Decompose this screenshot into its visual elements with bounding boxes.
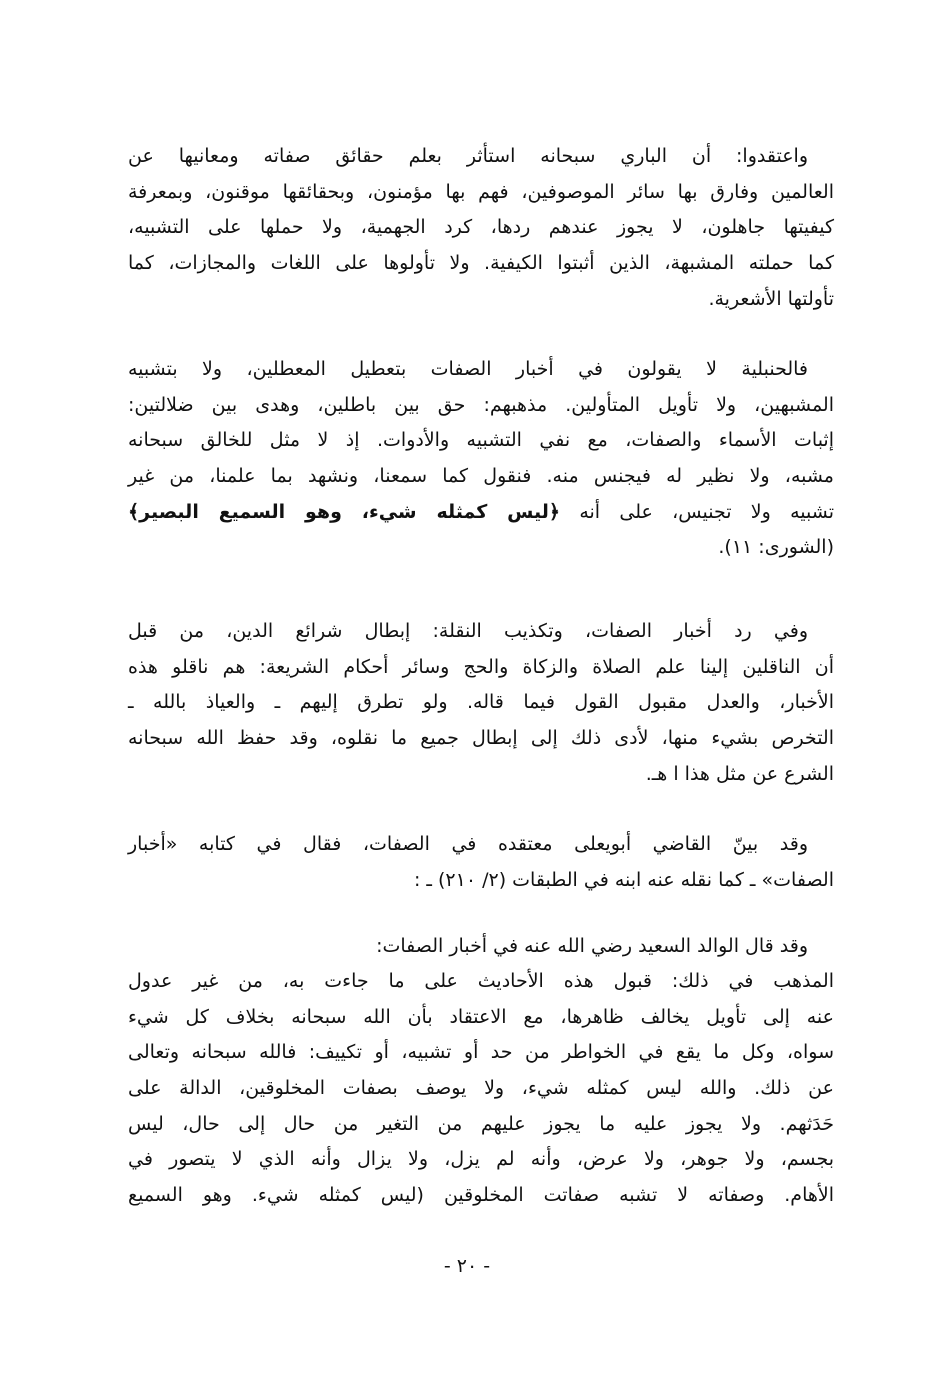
text-line: العالمين وفارق بها سائر الموصوفين، فهم بها مؤمنون، وبحقائقها موقنون، وبمعرفة <box>128 180 834 203</box>
text-line: التخرص بشيء منها، لأدى ذلك إلى إبطال جميع ما نقلوه، وقد حفظ الله سبحانه <box>128 727 834 750</box>
paragraph-father-said <box>128 929 834 965</box>
text-line: الشرع عن مثل هذا ا هـ. <box>645 762 834 785</box>
paragraph-madhhab <box>128 964 834 1214</box>
text-line: حَدَثهم. ولا يجوز عليه ما يجوز عليهم من التغير من حال إلى حال، ليس <box>128 1112 834 1135</box>
paragraph-qadi-abu-yala <box>128 827 834 898</box>
text-line <box>128 495 834 531</box>
text-line: تأولتها الأشعرية. <box>708 287 834 310</box>
paragraph-hanbalis <box>128 352 834 566</box>
text-line: الأخبار، والعدل مقبول القول فيما قاله. ولو تطرق إليهم ـ والعياذ بالله ـ <box>128 691 834 714</box>
text-line: المذهب في ذلك: قبول هذه الأحاديث على ما جاءت به، من غير عدول <box>128 970 834 992</box>
text-line: المشبهين، ولا تأويل المتأولين. مذهبهم: حق بين باطلين، وهدى بين ضلالتين: <box>128 393 834 416</box>
text-line: الصفات» ـ كما نقله عنه ابنه في الطبقات (٢/ ٢١٠) ـ : <box>413 868 834 891</box>
text-line: مشبه، ولا نظير له فيجنس منه. فنقول كما سمعنا، ونشهد بما علمنا، من غير <box>128 465 834 488</box>
text-line: عنه إلى تأويل يخالف ظاهرها، مع الاعتقاد بأن الله سبحانه بخلاف كل شيء <box>128 1005 834 1028</box>
text-line: فالحنبلية لا يقولون في أخبار الصفات بتعطيل المعطلين، ولا بتشبيه <box>128 358 808 380</box>
text-line: أن الناقلين إلينا علم الصلاة والزكاة والحج وسائر أحكام الشريعة: هم ناقلو هذه <box>128 655 834 678</box>
text-line: وقد بينّ القاضي أبويعلى معتقده في الصفات، فقال في كتابه «أخبار <box>128 833 808 855</box>
text-line: وفي رد أخبار الصفات، وتكذيب النقلة: إبطال شرائع الدين، من قبل <box>128 620 808 642</box>
paragraph-belief <box>128 139 834 317</box>
text-line: إثبات الأسماء والصفات، مع نفي التشبيه والأدوات. إذ لا مثل للخالق سبحانه <box>128 429 834 452</box>
text-line: كيفيتها جاهلون، لا يجوز عندهم ردها، كرد الجهمية، ولا حملها على التشبيه، <box>128 216 834 239</box>
text-line: بجسم، ولا جوهر، ولا عرض، وأنه لم يزل، ولا يزال وأنه الذي لا يتصور في <box>128 1148 834 1171</box>
text-line: (الشورى: ١١). <box>718 536 834 559</box>
quran-verse: ﴿ليس كمثله شيء، وهو السميع البصير﴾ <box>128 500 561 523</box>
text-line: الأهام. وصفاته لا تشبه صفاتت المخلوقين (ليس كمثله شيء. وهو السميع <box>128 1184 834 1207</box>
text-line: واعتقدوا: أن الباري سبحانه استأثر بعلم حقائق صفاته ومعانيها عن <box>128 145 808 167</box>
text-line: سواه، وكل ما يقع في الخواطر من حد أو تشبيه، أو تكييف: فالله سبحانه وتعالى <box>128 1041 834 1064</box>
paragraph-rejecting-reports <box>128 614 834 792</box>
text-line: عن ذلك. والله ليس كمثله شيء، ولا يوصف بصفات المخلوقين، الدالة على <box>128 1077 834 1100</box>
text-line: كما حملته المشبهة، الذين أثبتوا الكيفية. ولا تأولوها على اللغات والمجازات، كما <box>128 252 834 275</box>
text-segment: تشبيه ولا تجنيس، على أنه <box>560 500 834 523</box>
page-number: - ٢٠ - <box>443 1255 491 1277</box>
text-line: وقد قال الوالد السعيد رضي الله عنه في أخبار الصفات: <box>376 935 808 957</box>
